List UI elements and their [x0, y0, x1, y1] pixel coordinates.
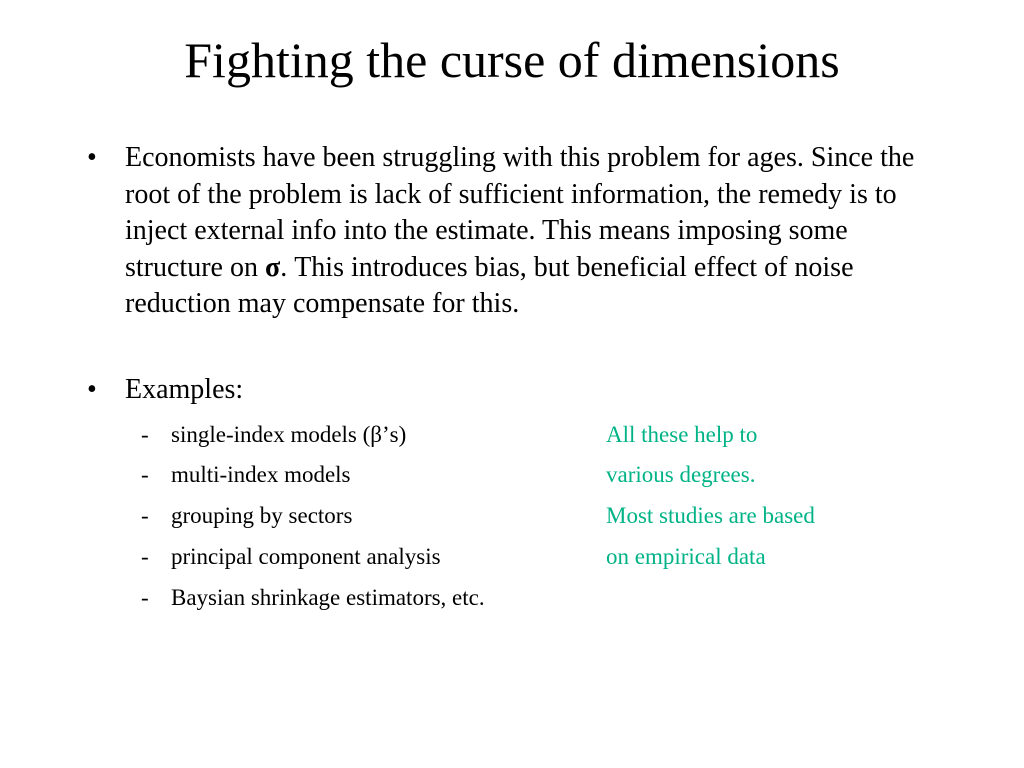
bullet-point-remedy: [87, 140, 915, 323]
example-item: [141, 420, 407, 450]
example-text: principal component analysis: [171, 544, 441, 569]
bullet-text-before: Economists have been struggling with this problem for ages. Since the root of the problem is lack of sufficient information, the remedy is to inject external info into the estimate. This means imposing some structure on: [125, 142, 915, 283]
slide-title: Fighting the curse of dimensions: [184, 32, 840, 88]
bullet-icon: •: [87, 374, 97, 405]
bullet-text-after: . This introduces bias, but beneficial effect of noise reduction may compensate for this.: [125, 251, 854, 319]
example-item: [141, 501, 353, 531]
note-line: on empirical data: [606, 544, 766, 569]
dash-icon: -: [141, 462, 149, 487]
note-line: various degrees.: [606, 462, 756, 487]
bullet-point-examples: [87, 372, 915, 409]
examples-heading: Examples:: [125, 374, 244, 405]
example-text: grouping by sectors: [171, 503, 353, 528]
dash-icon: -: [141, 585, 149, 610]
example-item: [141, 542, 441, 572]
dash-icon: -: [141, 544, 149, 569]
note-line: All these help to: [606, 422, 758, 447]
example-item: [141, 583, 485, 613]
example-text: Baysian shrinkage estimators, etc.: [171, 585, 485, 610]
note-line: Most studies are based: [606, 503, 815, 528]
bullet-icon: •: [87, 142, 97, 173]
example-text: multi-index models: [171, 462, 351, 487]
example-text: single-index models (β’s): [171, 422, 407, 447]
sigma-symbol: σ: [264, 251, 281, 283]
dash-icon: -: [141, 422, 149, 447]
example-item: [141, 460, 351, 490]
dash-icon: -: [141, 503, 149, 528]
